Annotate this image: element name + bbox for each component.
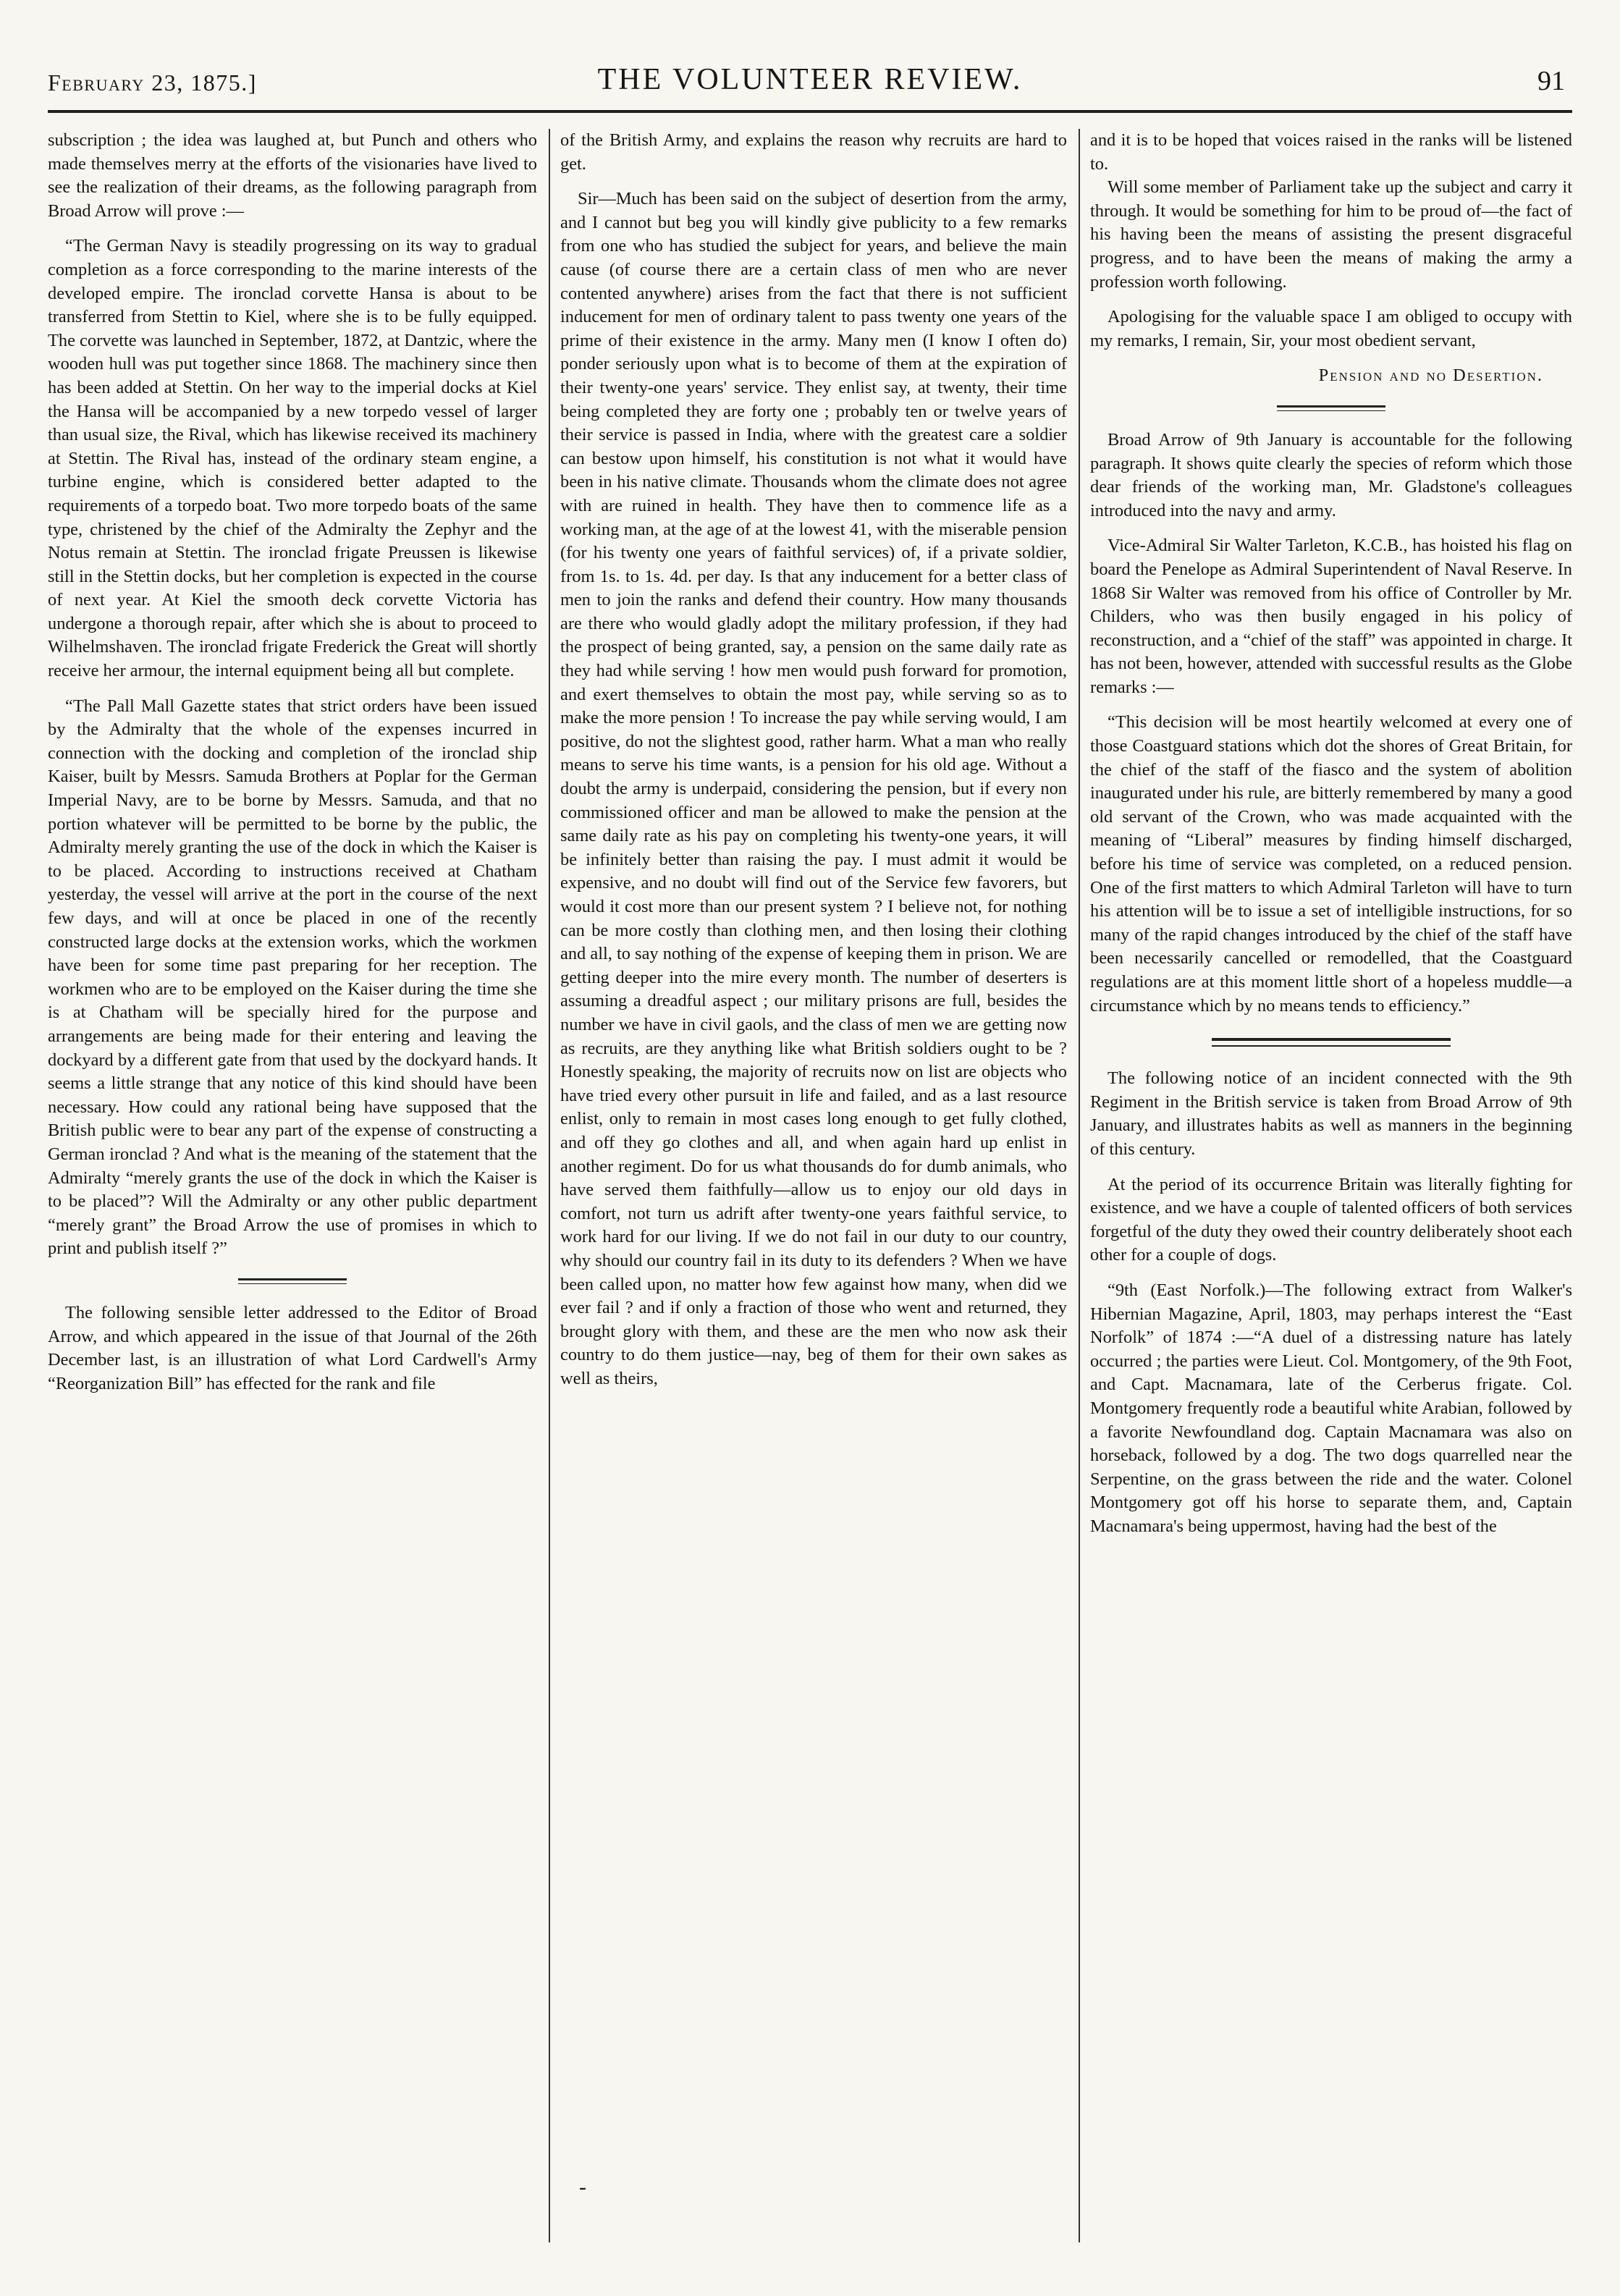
footer-mark: - xyxy=(579,2175,586,2199)
paragraph: and it is to be hoped that voices raised in the ranks will be listened to. xyxy=(1090,130,1572,174)
paragraph: Will some member of Parliament take up the subject and carry it through. It would be something for him to be proud of—the fact of his having been the means of assisting the present disgraceful progress, and to have been the means of making the army a profession worth following. xyxy=(1090,177,1572,292)
quoted-paragraph: “The German Navy is steadily progressing on its way to gradual completion as a force corresponding to the marine interests of the developed empire. The ironclad corvette Hansa is about to be transferred from Stettin to Kiel, where she is to be fully equipped. The corvette was launched in September, 1872, at Dantzic, where the wooden hull was put together since 1868. The machinery since then has been added at Stettin. On her way to the imperial docks at Kiel the Hansa will be accompanied by a new torpedo vessel of larger than usual size, the Rival, which has likewise received its machinery at Stettin. The Rival has, instead of the ordinary steam engine, a turbine engine, which is considered better adapted to the requirements of a torpedo boat. Two more torpedo boats of the same type, christened by the chief of the Admiralty the Zephyr and the Notus remain at Stettin. The ironclad frigate Preussen is likewise still in the Stettin docks, but her completion is expected in the course of next year. At Kiel the smooth deck corvette Victoria has undergone a thorough repair, after which she is about to proceed to Wilhelmshaven. The ironclad frigate Frederick the Great will shortly receive her armour, the internal equipment being all but complete. xyxy=(48,236,537,681)
column-3 xyxy=(1090,129,1572,2264)
quoted-paragraph: “9th (East Norfolk.)—The following extract from Walker's Hibernian Magazine, April, 1803, may perhaps interest the “East Norfolk” of 1874 :—“A duel of a distressing nature has lately occurred ; the parties were Lieut. Col. Montgomery, of the 9th Foot, and Capt. Macnamara, late of the Cerberus frigate. Col. Montgomery frequently rode a beautiful white Arabian, followed by a favorite Newfoundland dog. Captain Macnamara was also on horseback, followed by a dog. The two dogs quarrelled near the Serpentine, on the grass between the ride and the water. Colonel Montgomery got off his horse to separate them, and, Captain Macnamara's being uppermost, having had the best of the xyxy=(1090,1280,1572,1536)
publication-title: THE VOLUNTEER REVIEW. xyxy=(597,63,1023,96)
column-1 xyxy=(48,129,537,2264)
paragraph: The following sensible letter addressed to the Editor of Broad Arrow, and which appeared in the issue of that Journal of the 26th December last, is an illustration of what Lord Cardwell's Army “Reorganization Bill” has effected for the rank and file xyxy=(48,1302,537,1393)
column-divider xyxy=(549,129,550,2242)
section-divider xyxy=(1277,405,1385,411)
paragraph: Broad Arrow of 9th January is accountable for the following paragraph. It shows quite clearly the species of reform which those dear friends of the working man, Mr. Gladstone's colleagues introduced into the navy and army. xyxy=(1090,429,1572,520)
section-divider xyxy=(238,1278,347,1284)
header-date: February 23, 1875.] xyxy=(48,69,257,96)
paragraph: Vice-Admiral Sir Walter Tarleton, K.C.B., has hoisted his flag on board the Penelope as Admiral Superintendent of Naval Reserve. In 1868 Sir Walter was removed from his office of Controller by Mr. Childers, who was then busily engaged in his policy of reconstruction, and a “chief of the staff” was appointed in charge. It has not been, however, attended with successful results as the Globe remarks :— xyxy=(1090,536,1572,697)
column-divider xyxy=(1079,129,1080,2242)
paragraph: subscription ; the idea was laughed at, but Punch and others who made themselves merry at the efforts of the visionaries have lived to see the realization of their dreams, as the following paragraph from Broad Arrow will prove :— xyxy=(48,130,537,221)
paragraph: At the period of its occurrence Britain was literally fighting for existence, and we have a couple of talented officers of both services forgetful of the duty they owed their country deliberately shoot each other for a couple of dogs. xyxy=(1090,1174,1572,1265)
letter-body: Sir—Much has been said on the subject of desertion from the army, and I cannot but beg you will kindly give publicity to a few remarks from one who has studied the subject for years, and believe the main cause (of course there are a certain class of men who are never contented anywhere) arises from the fact that there is not sufficient inducement for men of ordinary talent to pass twenty one years of the prime of their existence in the army. Many men (I know I often do) ponder seriously upon what is to become of them at the expiration of their twenty-one years' service. They enlist say, at twenty, their time being completed they are forty one ; probably ten or twelve years of their service is passed in India, where with the greatest care a soldier can bestow upon himself, his constitution is not what it would have been in his native climate. Thousands whom the climate does not agree with are ruined in health. They have then to commence life as a working man, at the age of at the lowest 41, with the miserable pension (for his twenty one years of faithful services) of, if a private soldier, from 1s. to 1s. 4d. per day. Is that any inducement for a better class of men to join the ranks and defend their country. How many thousands are there who would gladly adopt the military profession, if they had the prospect of being granted, say, a pension on the same daily rate as they had while serving ! how men would push forward for promotion, and exert themselves to obtain the most pay, while serving so as to make the more pension ! To increase the pay while serving would, I am positive, do not the slightest good, rather harm. What a man who really means to serve his time wants, is a pension for his old age. Without a doubt the army is underpaid, considering the pension, but if every non commissioned officer and man be allowed to make the pension at the same daily rate as his pay on completing his twenty-one years, it will be infinitely better than raising the pay. I must admit it would be expensive, and no doubt will find out of the Service few favorers, but would it cost more than our present system ? I believe not, for nothing can be more costly than clothing men, and then losing their clothing and all, to say nothing of the expense of keeping them in prison. We are getting deeper into the mire every month. The number of deserters is assuming a dreadful aspect ; our military prisons are full, besides the number we have in civil gaols, and the class of men we are getting now as recruits, are they anything like what British soldiers ought to be ? Honestly speaking, the majority of recruits now on list are objects who have tried every other pursuit in life and failed, and as a last resource enlist, only to remain in most cases long enough to get fully clothed, and off they go clothes and all, and when again hard up enlist in another regiment. Do for us what thousands do for dumb animals, who have served them faithfully—allow us to enjoy our old days in comfort, not turn us adrift after twenty-one years faithful service, to work hard for our living. If we do not fail in our duty to our country, why should our country fail in its duty to its defenders ? When we have been called upon, no matter how few against how many, when did we ever fail ? and if only a fraction of those who went and returned, they brought glory with them, and these are the men who now ask their country to do them justice—nay, beg of them for their own sakes as well as theirs, xyxy=(560,189,1067,1388)
column-2 xyxy=(560,129,1067,2264)
paragraph: The following notice of an incident connected with the 9th Regiment in the British service is taken from Broad Arrow of 9th January, and illustrates habits as well as manners in the beginning of this century. xyxy=(1090,1068,1572,1159)
paragraph: Apologising for the valuable space I am obliged to occupy with my remarks, I remain, Sir, your most obedient servant, xyxy=(1090,307,1572,350)
page-number: 91 xyxy=(1537,66,1565,96)
article-columns xyxy=(48,129,1572,2264)
section-divider xyxy=(1212,1038,1451,1047)
quoted-paragraph: “This decision will be most heartily welcomed at every one of those Coastguard stations which dot the shores of Great Britain, for the chief of the staff of the fiasco and the system of abolition inaugurated under his rule, are bitterly remembered by many a good old servant of the Crown, who was made acquainted with the meaning of “Liberal” measures by finding himself discharged, before his time of service was completed, on a reduced pension. One of the first matters to which Admiral Tarleton will have to turn his attention will be to issue a set of intelligible instructions, for so many of the rapid changes introduced by the chief of the staff have been necessarily cancelled or remodelled, that the Coastguard regulations are at this moment little short of a hopeless muddle—a circumstance which by no means tends to efficiency.” xyxy=(1090,712,1572,1016)
paragraph: of the British Army, and explains the reason why recruits are hard to get. xyxy=(560,130,1067,174)
letter-signature: Pension and no Desertion. xyxy=(1318,366,1543,386)
page-header xyxy=(48,51,1572,113)
quoted-paragraph: “The Pall Mall Gazette states that strict orders have been issued by the Admiralty that the whole of the expenses incurred in connection with the docking and completion of the ironclad ship Kaiser, built by Messrs. Samuda Brothers at Poplar for the German Imperial Navy, are to be borne by Messrs. Samuda, and that no portion whatever will be permitted to be borne by the public, the Admiralty merely granting the use of the dock in which the Kaiser is to be placed. According to instructions received at Chatham yesterday, the vessel will arrive at the port in the course of the next few days, and will at once be placed in one of the recently constructed large docks at the extension works, which the workmen have been for some time past preparing for her reception. The workmen who are to be employed on the Kaiser during the time she is at Chatham will be specially hired for the purpose and arrangements are being made for their entering and leaving the dockyard by a different gate from that used by the dockyard hands. It seems a little strange that any notice of this kind should have been necessary. How could any rational being have supposed that the British public were to bear any part of the expense of constructing a German ironclad ? And what is the meaning of the statement that the Admiralty “merely grants the use of the dock in which the Kaiser is to be placed”? Will the Admiralty or any other public department “merely grant” the Broad Arrow the use of promises in which to print and publish itself ?” xyxy=(48,696,537,1259)
